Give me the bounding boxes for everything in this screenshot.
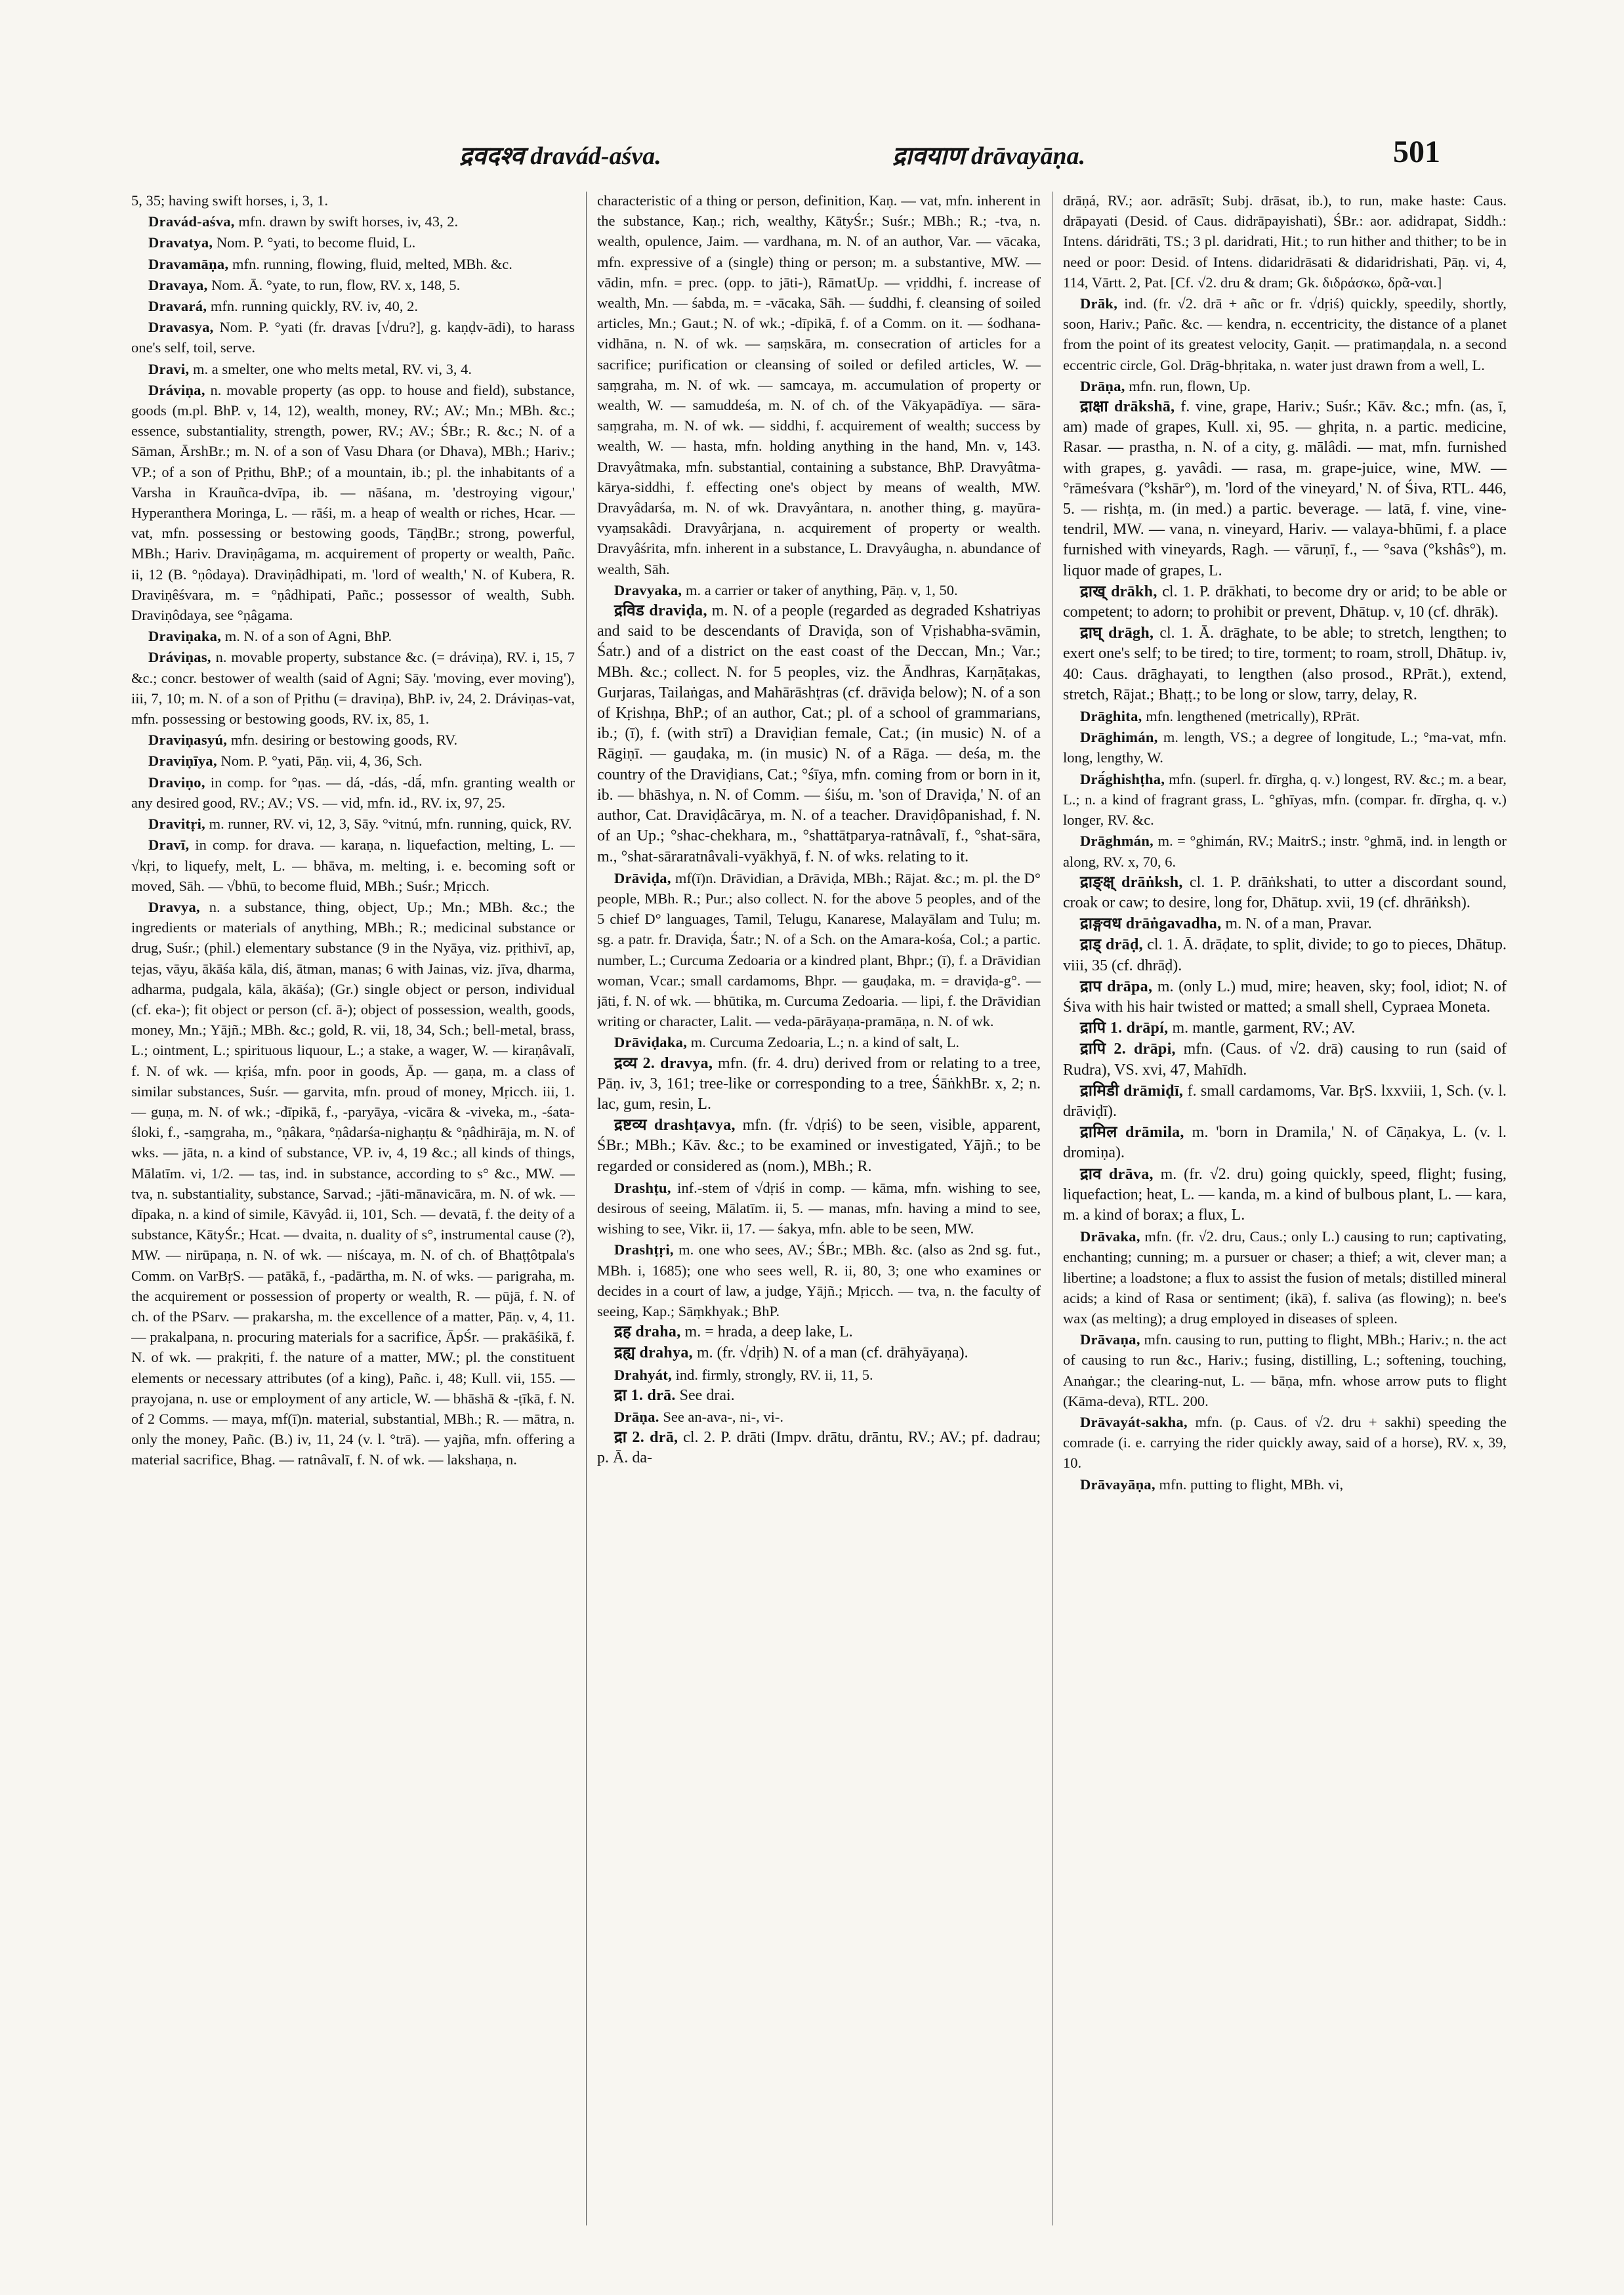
entry-definition: ind. (fr. √2. drā + añc or fr. √dṛiś) quickly, speedily, shortly, soon, Hariv.; Pañc. &c. — kendra, n. eccentricity, the distance of a planet from the point of its greatest velocity, Gaṇit. — pratimaṇḍala, n. a second eccentric circle, Gol. Drāg-bhṛitaka, n. water just drawn from a well, L.	[1063, 295, 1507, 373]
entry-definition: m. N. of a man, Pravar.	[1225, 915, 1372, 933]
dictionary-entry	[1063, 623, 1507, 705]
dictionary-entry	[1063, 873, 1507, 913]
entry-headword: Drā́ghishṭha,	[1080, 770, 1165, 787]
entry-headword: Dráviṇas,	[148, 649, 211, 666]
entry-definition: drāṇá, RV.; aor. adrāsīt; Subj. drāsat, ib.), to run, make haste: Caus. drāpayati (Desid. of Caus. didrāpayishati), ŚBr.: aor. adidrapat, Siddh.: Intens. dáridrāti, TS.; 3 pl. daridrati, Hit.; to run hither and thither; to be in need or poor: Desid. of Intens. didaridrāsati & didaridrishati, Pāṇ. vi, 4, 114, Vārtt. 2, Pat. [Cf. √2. dru & dram; Gk. διδράσκω, δρᾶ-ναι.]	[1063, 192, 1507, 291]
entry-definition: mfn. (fr. √2. dru, Caus.; only L.) causing to run; captivating, enchanting; cunning; m. a pursuer or chaser; a thief; a wit, clever man; a libertine; a loadstone; a flux to assist the fusion of metals; distilled mineral acids; a kind of Rasa or sentiment; (ikā), f. saliva (as flowing); n. bee's wax (as melting); a drug employed in diseases of spleen.	[1063, 1228, 1507, 1327]
page-header	[0, 134, 1624, 184]
dictionary-entry	[1063, 1329, 1507, 1411]
entry-headword: Drāghimán,	[1080, 729, 1158, 746]
entry-definition: in comp. for drava. — karaṇa, n. liquefaction, melting, L. — √kṛi, to liquefy, melt, L. — bhāva, m. melting, i. e. becoming soft or moved, Sāh. — √bhū, to become fluid, MBh.; Suśr.; Mṛicch.	[131, 837, 575, 894]
dictionary-entry	[131, 211, 575, 232]
dictionary-entry	[1063, 706, 1507, 726]
entry-definition: mfn. (Caus. of √2. drā) causing to run (said of Rudra), VS. xvi, 47, Mahīdh.	[1063, 1041, 1507, 1079]
dictionary-entry	[597, 1386, 1041, 1406]
dictionary-entry	[1063, 190, 1507, 293]
entry-definition: n. movable property, substance &c. (= dráviṇa), RV. i, 15, 7 &c.; concr. bestower of wealth (said of Agni; Sāy. 'moving, ever moving'), iii, 7, 10; m. N. of a son of Pṛithu (= draviṇa), BhP. iv, 24, 2. Dráviṇas-vat, mfn. possessing or bestowing goods, RV. ix, 85, 1.	[131, 649, 575, 728]
entry-definition: inf.-stem of √dṛiś in comp. — kāma, mfn. wishing to see, desirous of seeing, Mālatīm. ii, 5. — manas, mfn. having a mind to see, wishing to see, Vikr. ii, 17. — śakya, mfn. able to be seen, MW.	[597, 1179, 1041, 1237]
dictionary-entry	[131, 275, 575, 295]
entry-headword: Dravitṛi,	[148, 816, 206, 833]
entry-definition: m. = °ghimán, RV.; MaitrS.; instr. °ghmā, ind. in length or along, RV. x, 70, 6.	[1063, 833, 1507, 870]
entry-definition: See an-ava-, ni-, vi-.	[663, 1408, 783, 1425]
dictionary-entry	[1063, 831, 1507, 871]
entry-definition: cl. 1. P. drākhati, to become dry or arid; to be able or competent; to adorn; to prohibit or prevent, Dhātup. v, 10 (cf. dhrāk).	[1063, 583, 1507, 621]
entry-definition: characteristic of a thing or person, definition, Kaṇ. — vat, mfn. inherent in the substance, Kaṇ.; rich, wealthy, KātyŚr.; Suśr.; MBh.; R.; -tva, n. wealth, opulence, Jaim. — vardhana, m. N. of an author, Var. — vācaka, mfn. expressive of a (single) thing or person; m. a substantive, MW. — vādin, mfn. = prec. (opp. to jāti-), RāmatUp. — vṛiddhi, f. increase of wealth, Mn. — śabda, m. = -vācaka, Sāh. — śuddhi, f. cleansing of soiled articles, Mn.; Gaut.; N. of wk.; -dīpikā, f. of a Comm. on it. — śodhana-vidhāna, n. N. of wk. — saṃskāra, m. consecration of articles for a sacrifice; purification or cleansing of soiled or defiled articles, W. — saṃgraha, m. N. of wk. — samcaya, m. accumulation of property or wealth, W. — samuddeśa, m. N. of ch. of the Vākyapādīya. — sāra-saṃgraha, m. N. of wk. — siddhi, f. acquirement of wealth; success by wealth, W. — hasta, mfn. holding anything in the hand, Mn. v, 143. Dravyâtmaka, mfn. substantial, containing a substance, BhP. Dravyâtma-kārya-siddhi, f. effecting one's object by means of wealth, MW. Dravyâdarśa, m. N. of wk. Dravyântara, n. another thing, g. mayūra-vyaṃsakâdi. Dravyârjana, n. acquirement of property or wealth. Dravyâśrita, mfn. inherent in a substance, L. Dravyâugha, n. abundance of wealth, Sāh.	[597, 192, 1041, 577]
entry-definition: m. = hrada, a deep lake, L.	[684, 1323, 853, 1341]
entry-definition: m. one who sees, AV.; ŚBr.; MBh. &c. (also as 2nd sg. fut., MBh. i, 1685); one who sees well, R. ii, 80, 3; one who examines or decides in a court of law, a judge, Yājñ.; Mṛicch. — tva, n. the faculty of seeing, Kap.; Sāṃkhyak.; BhP.	[597, 1241, 1041, 1319]
entry-definition: f. vine, grape, Hariv.; Suśr.; Kāv. &c.; mfn. (as, ī, am) made of grapes, Kull. xi, 95. — ghṛita, n. a partic. medicine, Rasar. — prastha, n. N. of a city, g. mālâdi. — mat, mfn. furnished with grapes, g. yavâdi. — rasa, m. grape-juice, wine, MW. — °rāmeśvara (°kshār°), m. 'lord of the vineyard,' N. of Śiva, RTL. 446, 5. — rishṭa, m. (in med.) a partic. beverage. — latā, f. vine, vine-tendril, MW. — vana, n. vineyard, Hariv. — valaya-bhūmi, f. a place furnished with vineyards, Ragh. — vāruṇī, f., — °sava (°kshâs°), m. liquor made of grapes, L.	[1063, 398, 1507, 579]
entry-headword: द्रा 2. drā,	[614, 1429, 678, 1447]
dictionary-entry	[597, 1322, 1041, 1342]
entry-definition: Nom. P. °yati, to become fluid, L.	[216, 234, 416, 251]
entry-headword: द्राख् drākh,	[1080, 583, 1157, 600]
entry-headword: द्रविड draviḍa,	[614, 602, 707, 620]
entry-headword: द्रह draha,	[614, 1323, 681, 1341]
entry-definition: mfn. running, flowing, fluid, melted, MBh. &c.	[232, 255, 512, 272]
entry-definition: mfn. run, flown, Up.	[1129, 377, 1251, 394]
page-number: 501	[1393, 134, 1440, 169]
dictionary-entry	[1063, 293, 1507, 375]
header-right-guideword: द्रावयाण drāvayāṇa.	[892, 142, 1086, 170]
entry-headword: द्रामिडी drāmiḍī,	[1080, 1082, 1184, 1100]
entry-headword: Dravará,	[148, 298, 207, 315]
dictionary-entry	[1063, 727, 1507, 768]
dictionary-entry	[131, 835, 575, 896]
entry-definition: mfn. (p. Caus. of √2. dru + sakhi) speeding the comrade (i. e. carrying the rider quickly away, said of a horse), RV. x, 39, 10.	[1063, 1413, 1507, 1472]
dictionary-entry	[1063, 935, 1507, 976]
dictionary-entry	[1063, 1226, 1507, 1329]
column-3	[1063, 190, 1507, 2231]
entry-definition: mfn. desiring or bestowing goods, RV.	[230, 732, 458, 749]
entry-headword: द्रापि 2. drāpi,	[1080, 1041, 1176, 1058]
entry-headword: Drashṭṛi,	[614, 1241, 674, 1258]
entry-headword: Dravád-aśva,	[148, 213, 235, 230]
entry-definition: m. a carrier or taker of anything, Pāṇ. v, 1, 50.	[685, 581, 958, 598]
dictionary-entry	[131, 296, 575, 316]
entry-headword: द्रव्य 2. dravya,	[614, 1054, 713, 1072]
column-1	[131, 190, 575, 2231]
entry-headword: Drāghita,	[1080, 708, 1142, 725]
entry-definition: m. (fr. √2. dru) going quickly, speed, flight; fusing, liquefaction; heat, L. — kanda, m. a kind of bulbous plant, L. — kara, m. a kind of borax; a flux, L.	[1063, 1165, 1507, 1224]
entry-definition: mfn. putting to flight, MBh. vi,	[1159, 1476, 1344, 1493]
dictionary-entry	[1063, 769, 1507, 831]
entry-headword: द्राघ् drāgh,	[1080, 625, 1154, 642]
entry-headword: Drāvayāṇa,	[1080, 1476, 1156, 1493]
entry-headword: द्राक्षा drākshā,	[1080, 398, 1175, 416]
entry-headword: द्राव drāva,	[1080, 1165, 1154, 1183]
dictionary-entry	[597, 1178, 1041, 1239]
dictionary-entry	[597, 1054, 1041, 1115]
dictionary-entry	[597, 601, 1041, 867]
entry-headword: Drāvaṇa,	[1080, 1331, 1140, 1348]
entry-definition: f. small cardamoms, Var. BṛS. lxxviii, 1, Sch. (v. l. drāviḍī).	[1063, 1082, 1507, 1120]
dictionary-entry	[131, 772, 575, 813]
dictionary-entry	[131, 626, 575, 646]
dictionary-entry	[597, 1343, 1041, 1363]
dictionary-entry	[597, 580, 1041, 600]
entry-headword: Dráviṇa,	[148, 381, 205, 398]
dictionary-entry	[597, 1032, 1041, 1052]
entry-definition: See drai.	[679, 1386, 735, 1404]
entry-definition: m. Curcuma Zedoaria, L.; n. a kind of salt, L.	[690, 1034, 960, 1051]
entry-headword: Dravatya,	[148, 234, 213, 251]
entry-headword: द्रष्टव्य drashṭavya,	[614, 1117, 736, 1134]
dictionary-entry	[131, 730, 575, 750]
entry-definition: m. runner, RV. vi, 12, 3, Sāy. °vitnú, mfn. running, quick, RV.	[209, 816, 572, 833]
entry-definition: 5, 35; having swift horses, i, 3, 1.	[131, 192, 328, 209]
entry-definition: ind. firmly, strongly, RV. ii, 11, 5.	[675, 1366, 873, 1383]
entry-definition: cl. 1. Ā. drāḍate, to split, divide; to go to pieces, Dhātup. viii, 35 (cf. dhrāḍ).	[1063, 936, 1507, 974]
dictionary-entry	[1063, 1412, 1507, 1474]
entry-headword: द्राड् drāḍ,	[1080, 936, 1143, 954]
entry-definition: mfn. (fr. 4. dru) derived from or relating to a tree, Pāṇ. iv, 3, 161; tree-like or corresponding to a tree, ŚāṅkhBr. x, 2; n. lac, gum, resin, L.	[597, 1054, 1041, 1113]
entry-definition: Nom. Ā. °yate, to run, flow, RV. x, 148, 5.	[211, 276, 461, 293]
dictionary-entry	[597, 1239, 1041, 1321]
dictionary-entry	[1063, 376, 1507, 396]
header-left-guideword: द्रवदश्व dravád-aśva.	[459, 142, 661, 170]
dictionary-entry	[1063, 1123, 1507, 1163]
entry-headword: Dravasya,	[148, 319, 214, 336]
entry-definition: in comp. for °ṇas. — dá, -dás, -dā́, mfn. granting wealth or any desired good, RV.; AV.; VS. — vid, mfn. id., RV. ix, 97, 25.	[131, 774, 575, 811]
dictionary-entry	[1063, 977, 1507, 1018]
dictionary-entry	[1063, 1474, 1507, 1495]
dictionary-entry	[1063, 1165, 1507, 1226]
dictionary-entry	[1063, 1039, 1507, 1080]
entry-headword: Dravamāṇa,	[148, 255, 229, 272]
entry-headword: Drāviḍaka,	[614, 1034, 688, 1051]
dictionary-columns	[131, 190, 1506, 2231]
dictionary-entry	[131, 380, 575, 625]
entry-definition: m. a smelter, one who melts metal, RV. vi, 3, 4.	[193, 360, 472, 377]
entry-definition: mfn. (superl. fr. dīrgha, q. v.) longest, RV. &c.; m. a bear, L.; n. a kind of fragrant grass, L. °ghīyas, mfn. (compar. fr. dīrgha, q. v.) longer, RV. &c.	[1063, 770, 1507, 829]
entry-definition: mfn. causing to run, putting to flight, MBh.; Hariv.; n. the act of causing to run &c., Hariv.; fusing, distilling, L.; softening, touching, Anaṅgar.; the clearing-nut, L. — bāṇa, mfn. whose arrow puts to flight (Kāma-deva), RTL. 200.	[1063, 1331, 1507, 1409]
dictionary-entry	[1063, 1018, 1507, 1039]
entry-definition: cl. 2. P. drāti (Impv. drātu, drāntu, RV.; AV.; pf. dadrau; p. Ā. da-	[597, 1429, 1041, 1467]
entry-definition: mfn. lengthened (metrically), RPrāt.	[1146, 708, 1360, 725]
dictionary-entry	[1063, 582, 1507, 623]
dictionary-entry	[131, 751, 575, 771]
entry-headword: Draviṇo,	[148, 774, 205, 791]
column-2	[597, 190, 1041, 2231]
dictionary-entry	[131, 647, 575, 729]
entry-headword: Drāṇa.	[614, 1408, 659, 1425]
entry-definition: mfn. (fr. √dṛiś) to be seen, visible, apparent, ŚBr.; MBh.; Kāv. &c.; to be examined or investigated, Yājñ.; to be regarded or considered as (nom.), MBh.; R.	[597, 1117, 1041, 1175]
entry-headword: Drāviḍa,	[614, 869, 671, 886]
dictionary-entry	[597, 868, 1041, 1032]
entry-definition: Nom. P. °yati, Pāṇ. vii, 4, 36, Sch.	[220, 753, 423, 770]
entry-headword: Dravī,	[148, 837, 190, 854]
dictionary-entry	[597, 190, 1041, 579]
entry-headword: Drāvayát-sakha,	[1080, 1413, 1188, 1430]
entry-headword: Drashṭu,	[614, 1179, 671, 1196]
entry-headword: Dravyaka,	[614, 581, 682, 598]
dictionary-entry	[1063, 397, 1507, 581]
entry-headword: Dravi,	[148, 360, 190, 377]
dictionary-entry	[131, 232, 575, 253]
entry-definition: n. movable property (as opp. to house and field), substance, goods (m.pl. BhP. v, 14, 12), wealth, money, RV.; AV.; Mn.; MBh. &c.; essence, substantiality, strength, power, RV.; AV.; ŚBr.; R. &c.; N. of a Sāman, ĀrshBr.; m. N. of a son of Vasu Dhara (or Dhava), MBh.; Hariv.; VP.; of a son of Pṛithu, BhP.; of a mountain, ib.; pl. the inhabitants of a Varsha in Krauñca-dvīpa, ib. — nāśana, m. 'destroying vigour,' Hyperanthera Moringa, L. — rāśi, m. a heap of wealth or riches, Hcar. — vat, mfn. possessing or bestowing goods, TāṇḍBr.; strong, powerful, MBh.; Hariv. Draviṇâgama, m. acquirement of property or wealth, Pañc. ii, 12 (B. °ṇôdaya). Draviṇâdhipati, m. 'lord of wealth,' N. of Kubera, R. Draviṇêśvara, m. = °ṇâdhipati, Pañc.; possessor of wealth, Subh. Draviṇôdaya, see °ṇâgama.	[131, 381, 575, 624]
entry-definition: m. (only L.) mud, mire; heaven, sky; fool, idiot; N. of Śiva with his hair twisted or matted; a small shell, Cypraea Moneta.	[1063, 978, 1507, 1016]
dictionary-entry	[131, 897, 575, 1470]
entry-headword: Draviṇaka,	[148, 628, 222, 645]
entry-definition: m. N. of a people (regarded as degraded Kshatriyas and said to be descendants of Draviḍa, son of Vṛishabha-svāmin, Śatr.) and of a district on the east coast of the Deccan, Mn.; Var.; MBh. &c.; collect. N. for 5 peoples, viz. the Āndhras, Karṇāṭakas, Gurjaras, Tailaṅgas, and Mahārāshṭras (cf. drāviḍa below); N. of a son of Kṛishṇa, BhP.; of an author, Cat.; pl. of a school of grammarians, ib.; (ī), f. (with strī) a Draviḍian female, Cat.; (in music) N. of a Rāgiṇī. — gauḍaka, m. (in music) N. of a Rāga. — deśa, m. the country of the Draviḍians, Cat.; °śīya, mfn. coming from or born in it, ib. — bhāshya, n. N. of Comm. — śiśu, m. 'son of Draviḍa,' N. of an author, Cat. Draviḍâcārya, m. N. of a teacher. Draviḍôpanishad, f. N. of an Up.; °shac-chekhara, m., °shattātparya-ratnâvalī, f., °shat-sāra, m., °shat-sāraratnâvali-vyākhyā, f. N. of wks. relating to it.	[597, 602, 1041, 865]
dictionary-entry	[1063, 914, 1507, 934]
entry-definition: m. length, VS.; a degree of longitude, L.; °ma-vat, mfn. long, lengthy, W.	[1063, 729, 1507, 766]
entry-definition: cl. 1. P. drāṅkshati, to utter a discordant sound, croak or caw; to desire, long for, Dhātup. xvii, 19 (cf. dhrāṅksh).	[1063, 873, 1507, 911]
entry-headword: Draviṇīya,	[148, 753, 217, 770]
dictionary-entry	[597, 1365, 1041, 1385]
entry-definition: n. a substance, thing, object, Up.; Mn.; MBh. &c.; the ingredients or materials of anything, MBh.; R.; medicinal substance or drug, Suśr.; (phil.) elementary substance (9 in the Nyāya, viz. pṛithivī, ap, tejas, vāyu, ākāśa kāla, diś, ātman, manas; 6 with Jainas, viz. jīva, dharma, adharma, pudgala, kāla, ākāśa); (Gr.) single object or person, individual (cf. eka-); fit object or person (cf. ā-); object of possession, wealth, goods, money, Mn.; Yājñ.; MBh. &c.; gold, R. vii, 18, 34, Sch.; bell-metal, brass, L.; ointment, L.; spirituous liquour, L.; a stake, a wager, W. — kiraṇâvalī, f. N. of wk. — kṛiśa, mfn. poor in goods, Āp. — gaṇa, m. a class of similar substances, Suśr. — garvita, mfn. proud of money, Mṛicch. iii, 1. — guṇa, m. N. of wk.; -dīpikā, f., -paryāya, -vicāra & -viveka, m., -śata-śloki, f., -saṃgraha, m., °ṇâkara, °ṇâdarśa-nighaṇṭu & °ṇâdhirāja, m. N. of wks. — jāta, n. a kind of substance, VP. iv, 4, 19 &c.; all kinds of things, Mālatīm. vi, 1/2. — tas, ind. in substance, according to s° &c., MW. — tva, n. substantiality, substance, Sarvad.; -jāti-mānavicāra, m. N. of wk. — dīpaka, n. a kind of simile, Kāvyâd. ii, 101, Sch. — devatā, f. the deity of a substance, KātyŚr.; Hcat. — dvaita, n. duality of s°, instrumental cause (?), MW. — nirūpaṇa, n. N. of wk. — niścaya, m. N. of ch. of Bhaṭṭôtpala's Comm. on VarBṛS. — patākā, f., -padārtha, m. N. of wks. — parigraha, m. the acquirement or possession of property or wealth, R. — pūjā, f. N. of ch. of the PSarv. — prakarsha, m. the excellence of a matter, Pāṇ. v, 4, 11. — prakalpana, n. procuring materials for a sacrifice, ĀpŚr. — prakāśikā, f. N. of wk. — prakṛiti, f. the nature of a matter, MW.; pl. the constituent elements or necessary attributes (of a king), Pañc. i, 48; Kull. vii, 155. — prayojana, n. use or employment of any article, W. — bhāshā & -ṭīkā, f. N. of 2 Comms. — maya, mf(ī)n. material, substantial, MBh.; R. — mātra, n. only the money, Pañc. (B.) iv, 11, 24 (v. l. °trā). — yajña, mfn. offering a material sacrifice, Bhag. — ratnâvalī, f. N. of wk. — lakshaṇa, n.	[131, 898, 575, 1468]
dictionary-entry	[131, 359, 575, 379]
entry-headword: द्राङ्गवध drāṅgavadha,	[1080, 915, 1222, 933]
entry-headword: Drāṇa,	[1080, 377, 1125, 394]
entry-headword: Drahyát,	[614, 1366, 673, 1383]
entry-headword: Drāghmán,	[1080, 833, 1154, 850]
entry-headword: द्राङ्क्ष् drāṅksh,	[1080, 873, 1183, 891]
entry-headword: Drāk,	[1080, 295, 1118, 312]
dictionary-entry	[1063, 1081, 1507, 1122]
entry-definition: cl. 1. Ā. drāghate, to be able; to stretch, lengthen; to exert one's self; to be tired; to tire, torment; to roam, stroll, Dhātup. iv, 40: Caus. drāghayati, to lengthen (also prosod., RPrāt.), extend, stretch, Rājat.; Bhaṭṭ.; to be long or slow, tarry, delay, R.	[1063, 625, 1507, 703]
entry-definition: mfn. running quickly, RV. iv, 40, 2.	[210, 298, 418, 315]
entry-definition: m. mantle, garment, RV.; AV.	[1172, 1020, 1356, 1037]
entry-definition: Nom. P. °yati (fr. dravas [√dru?], g. kaṇḍv-ādi), to harass one's self, toil, serve.	[131, 319, 575, 356]
entry-headword: Drāvaka,	[1080, 1228, 1140, 1245]
entry-headword: द्रापि 1. drāpí,	[1080, 1020, 1169, 1037]
dictionary-entry	[597, 1407, 1041, 1427]
dictionary-entry	[131, 190, 575, 211]
dictionary-entry	[131, 317, 575, 358]
entry-definition: m. N. of a son of Agni, BhP.	[224, 628, 392, 645]
entry-headword: द्रह्य drahya,	[614, 1344, 693, 1362]
entry-headword: Dravya,	[148, 898, 200, 915]
entry-headword: Draviṇasyú,	[148, 732, 228, 749]
entry-headword: द्रा 1. drā.	[614, 1386, 676, 1404]
entry-headword: द्राप drāpa,	[1080, 978, 1153, 995]
entry-definition: mf(ī)n. Drāvidian, a Drāviḍa, MBh.; Rājat. &c.; m. pl. the D° people, MBh. R.; Pur.; also collect. N. for the above 5 peoples, and of the 5 chief D° languages, Tamil, Telugu, Kanarese, Malayālam and Tulu; m. sg. a patr. fr. Draviḍa, Śatr.; N. of a Sch. on the Amara-kośa, Col.; a partic. number, L.; Curcuma Zedoaria or a kindred plant, Bhpr.; (ī), f. a Drāvidian woman, Vcar.; small cardamoms, Bhpr. — gauḍaka, m. = draviḍa-g°. — jāti, f. N. of wk. — bhūtika, m. Curcuma Zedoaria. — lipi, f. the Drāvidian writing or character, Lalit. — veda-pārāyaṇa-pramāṇa, n. N. of wk.	[597, 869, 1041, 1030]
entry-headword: द्रामिल drāmila,	[1080, 1124, 1184, 1142]
entry-definition: mfn. drawn by swift horses, iv, 43, 2.	[238, 213, 459, 230]
entry-definition: m. 'born in Dramila,' N. of Cāṇakya, L. (v. l. dromiṇa).	[1063, 1124, 1507, 1162]
dictionary-entry	[597, 1428, 1041, 1468]
dictionary-entry	[131, 814, 575, 834]
entry-definition: m. (fr. √dṛih) N. of a man (cf. drāhyāyaṇa).	[696, 1344, 968, 1362]
dictionary-entry	[597, 1115, 1041, 1177]
dictionary-entry	[131, 254, 575, 274]
entry-headword: Dravaya,	[148, 276, 208, 293]
